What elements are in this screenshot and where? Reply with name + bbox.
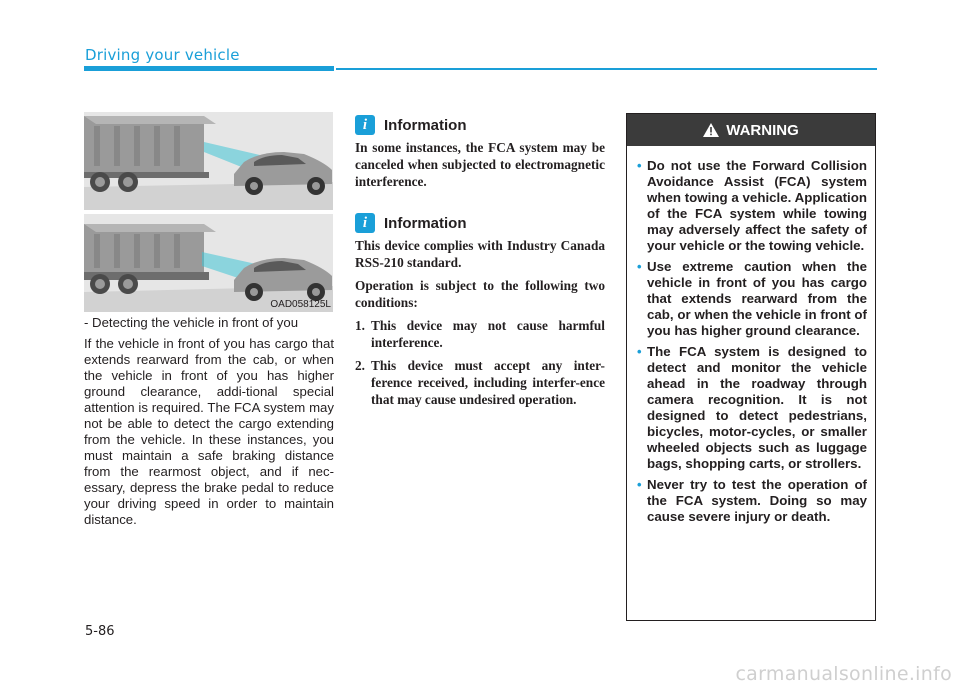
info-title: Information <box>384 116 467 134</box>
information-column <box>355 114 605 414</box>
left-body-paragraph: If the vehicle in front of you has cargo that extends rearward from the cab, or when the vehicle in front of you has higher ground clearance, addi-tional special attention is required. The FCA system may not be able to detect the cargo extending from the vehicle. In these instances, you must maintain a safe braking distance from the rearmost object, and if nec-essary, depress the brake pedal to reduce your driving speed in order to maintain distance. <box>84 336 334 527</box>
list-item <box>355 357 605 408</box>
warning-triangle-icon <box>703 123 719 137</box>
info-icon: i <box>355 213 375 233</box>
info-heading-1 <box>355 114 605 136</box>
list-item <box>355 317 605 351</box>
warning-header <box>627 114 875 146</box>
list-number: 1. <box>355 318 365 333</box>
bullet-icon: • <box>637 158 642 173</box>
watermark: carmanualsonline.info <box>735 663 952 685</box>
info-title: Information <box>384 214 467 232</box>
info-paragraph: Operation is subject to the following two conditions: <box>355 278 605 310</box>
bullet-icon: • <box>637 344 642 359</box>
section-title: Driving your vehicle <box>85 46 240 64</box>
list-text: This device must accept any inter-ference received, including interfer-ence that may cause undesired operation. <box>371 358 605 407</box>
bullet-icon: • <box>637 259 642 274</box>
warning-text: Do not use the Forward Collision Avoidance Assist (FCA) system when towing a vehicle. Application of the FCA system while towing may adversely affect the safety of your vehicle or the towing vehicle. <box>647 158 867 253</box>
list-number: 2. <box>355 358 365 373</box>
page-number: 5-86 <box>85 624 115 639</box>
info-paragraph: This device complies with Industry Canada RSS-210 standard. <box>355 238 605 270</box>
warning-text: Never try to test the operation of the FCA system. Doing so may cause severe injury or death. <box>647 477 867 524</box>
illustration-truck-cargo-bottom <box>84 214 333 312</box>
conditions-list <box>355 317 605 408</box>
warning-text: The FCA system is designed to detect and monitor the vehicle ahead in the roadway through camera recognition. It is not designed to detect pedestrians, bicycles, motor-cycles, or smaller wheeled objects such as luggage bags, shopping carts, or strollers. <box>647 344 867 471</box>
warning-box <box>626 113 876 621</box>
warning-text: Use extreme caution when the vehicle in front of you has cargo that extends rearward from the cab, or when the vehicle in front of you has higher ground clearance. <box>647 259 867 338</box>
info-icon: i <box>355 115 375 135</box>
figure-caption: OAD058125L <box>270 299 331 310</box>
warning-list <box>627 146 875 525</box>
illustration-truck-cargo-top <box>84 112 333 210</box>
warning-item <box>637 259 867 339</box>
left-column <box>84 315 334 533</box>
warning-item <box>637 344 867 472</box>
warning-title: WARNING <box>726 121 799 139</box>
warning-item <box>637 158 867 254</box>
subheading: - Detecting the vehicle in front of you <box>84 315 299 330</box>
bullet-icon: • <box>637 477 642 492</box>
warning-item <box>637 477 867 525</box>
list-text: This device may not cause harmful interference. <box>371 318 605 350</box>
header-rule-thin <box>336 68 877 70</box>
info-heading-2 <box>355 212 605 234</box>
info-paragraph: In some instances, the FCA system may be canceled when subjected to electromagnetic interference. <box>355 140 605 189</box>
header-rule-thick <box>84 66 334 71</box>
